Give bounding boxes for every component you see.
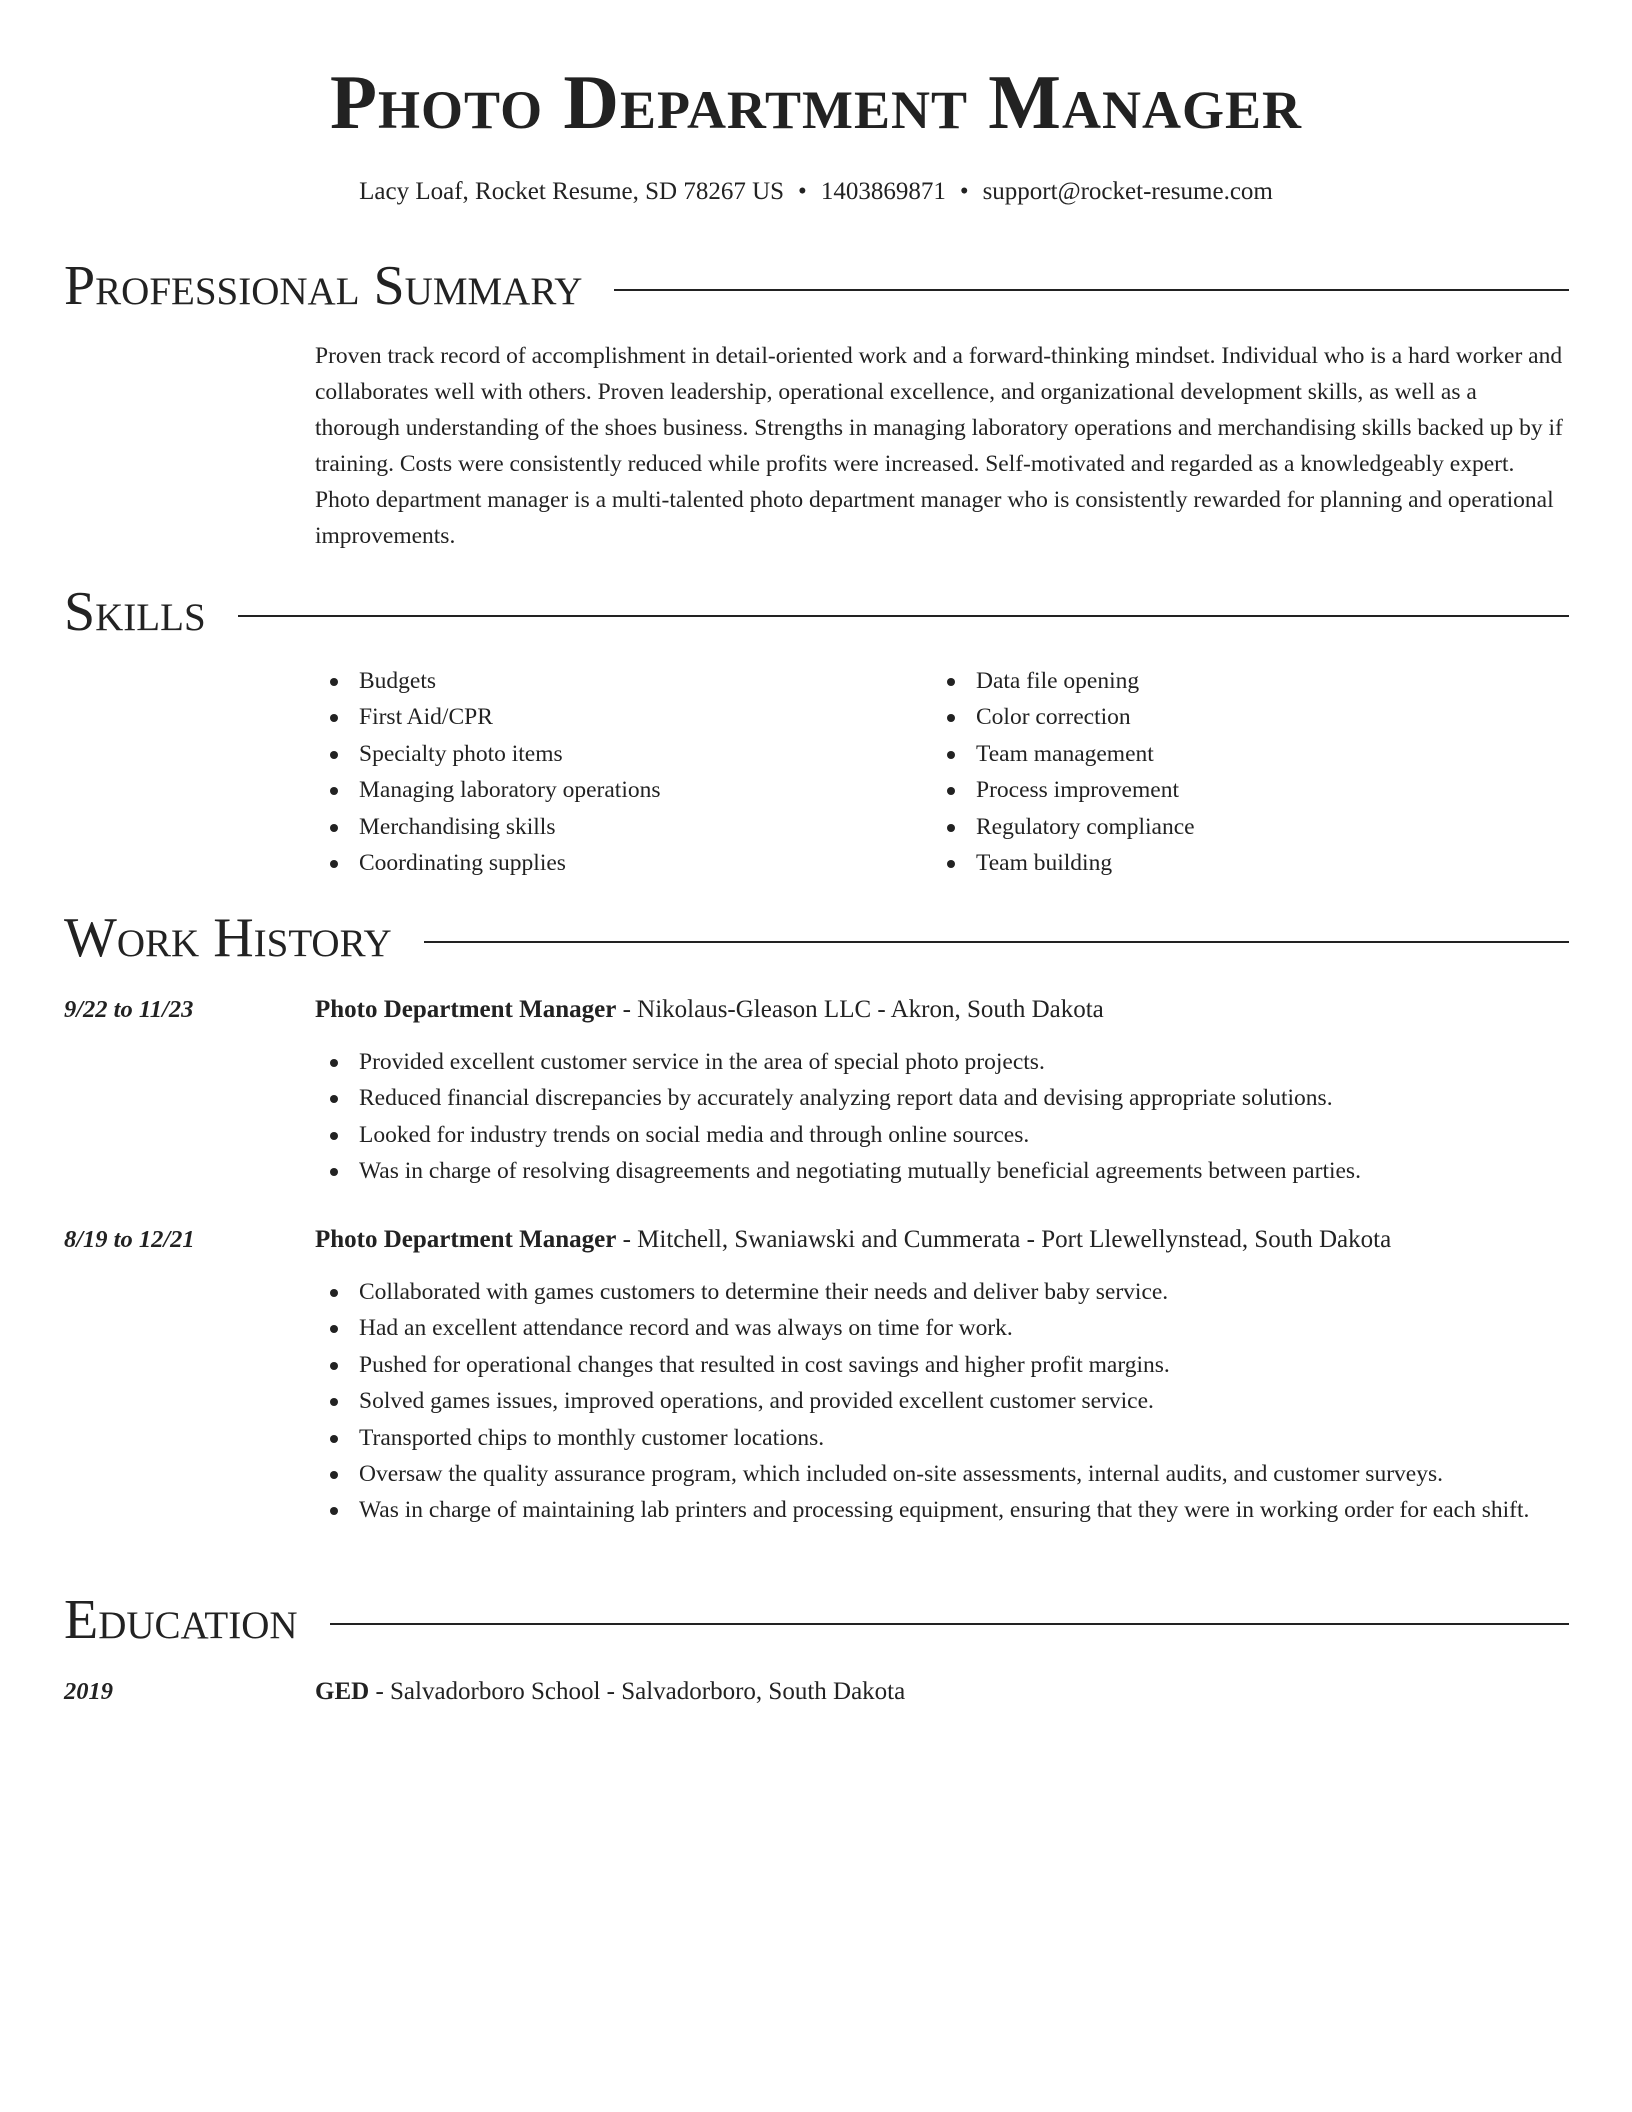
skill-item: Team building	[932, 845, 1549, 881]
skill-item: Merchandising skills	[315, 809, 932, 845]
skills-list-right	[932, 663, 1549, 881]
job-employer-location: - Nikolaus-Gleason LLC - Akron, South Dakota	[616, 996, 1104, 1023]
resume-name: Photo Department Manager	[330, 59, 1302, 145]
section-header-work	[64, 906, 1569, 970]
skill-item: Data file opening	[932, 663, 1549, 699]
job-bullet: Transported chips to monthly customer locations.	[315, 1420, 1569, 1456]
education-degree: GED	[315, 1678, 370, 1705]
summary-text: Proven track record of accomplishment in detail-oriented work and a forward-thinking mindset. Individual who is a hard worker and collaborates well with others. Proven leadership, operational excellence, and organizational development skills, as well as a thorough understanding of the shoes business. Strengths in managing laboratory operations and merchandising skills backed up by if training. Costs were consistently reduced while profits were increased. Self-motivated and regarded as a knowledgeably expert. Photo department manager is a multi-talented photo department manager who is consistently rewarded for planning and operational improvements.	[315, 343, 1563, 549]
job-bullet: Was in charge of resolving disagreements and negotiating mutually beneficial agreements between parties.	[315, 1153, 1569, 1189]
job-bullet: Collaborated with games customers to determine their needs and deliver baby service.	[315, 1274, 1569, 1310]
skill-item: Coordinating supplies	[315, 845, 932, 881]
education-school-location: - Salvadorboro School - Salvadorboro, South Dakota	[369, 1678, 906, 1705]
job-headline	[315, 1222, 1569, 1258]
section-title-work: Work History	[64, 907, 392, 969]
skill-item: Team management	[932, 736, 1549, 772]
section-header-summary	[64, 254, 1569, 318]
education-headline	[315, 1674, 1569, 1710]
skill-item: Budgets	[315, 663, 932, 699]
job-bullet: Provided excellent customer service in the area of special photo projects.	[315, 1044, 1569, 1080]
job-bullet: Reduced financial discrepancies by accurately analyzing report data and devising appropriate solutions.	[315, 1080, 1569, 1116]
job-bullet: Looked for industry trends on social media and through online sources.	[315, 1117, 1569, 1153]
job-bullets	[315, 1274, 1569, 1529]
skill-item: Process improvement	[932, 772, 1549, 808]
contact-line	[0, 174, 1632, 210]
job-bullet: Was in charge of maintaining lab printers and processing equipment, ensuring that they were in working order for each shift.	[315, 1492, 1569, 1528]
job-headline	[315, 992, 1569, 1028]
section-header-skills	[64, 580, 1569, 644]
section-divider	[614, 289, 1569, 291]
section-title-summary: Professional Summary	[64, 255, 583, 317]
job-bullet: Oversaw the quality assurance program, which included on-site assessments, internal audits, and customer surveys.	[315, 1456, 1569, 1492]
contact-phone: 1403869871	[820, 178, 946, 205]
job-title: Photo Department Manager	[315, 996, 617, 1023]
skills-columns	[315, 663, 1565, 881]
job-bullet: Had an excellent attendance record and was always on time for work.	[315, 1310, 1569, 1346]
skills-list-left	[315, 663, 932, 881]
job-bullet: Solved games issues, improved operations, and provided excellent customer service.	[315, 1383, 1569, 1419]
job-dates: 9/22 to 11/23	[64, 996, 194, 1023]
contact-separator: •	[798, 178, 807, 205]
job-employer-location: - Mitchell, Swaniawski and Cummerata - Port Llewellynstead, South Dakota	[616, 1226, 1392, 1253]
section-divider	[424, 941, 1569, 943]
job-dates: 8/19 to 12/21	[64, 1226, 195, 1253]
skill-item: Color correction	[932, 699, 1549, 735]
education-year: 2019	[64, 1678, 113, 1705]
skill-item: Regulatory compliance	[932, 809, 1549, 845]
skill-item: First Aid/CPR	[315, 699, 932, 735]
skill-item: Specialty photo items	[315, 736, 932, 772]
contact-address: Lacy Loaf, Rocket Resume, SD 78267 US	[359, 178, 785, 205]
section-divider	[330, 1623, 1569, 1625]
skill-item: Managing laboratory operations	[315, 772, 932, 808]
contact-email: support@rocket-resume.com	[982, 178, 1273, 205]
job-bullet: Pushed for operational changes that resulted in cost savings and higher profit margins.	[315, 1347, 1569, 1383]
section-title-skills: Skills	[64, 581, 206, 643]
section-divider	[238, 615, 1569, 617]
job-bullets	[315, 1044, 1569, 1190]
contact-separator: •	[959, 178, 969, 205]
job-title: Photo Department Manager	[315, 1226, 617, 1253]
section-title-education: Education	[64, 1589, 298, 1651]
section-header-education	[64, 1588, 1569, 1652]
